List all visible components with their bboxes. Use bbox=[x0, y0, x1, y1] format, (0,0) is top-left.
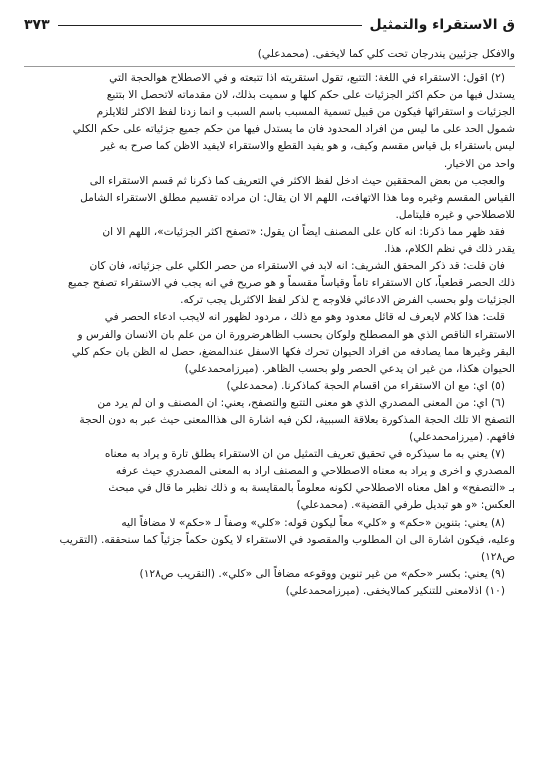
footnote-8-line: ص١٢٨) bbox=[480, 550, 515, 563]
footnote-2-line: يستدل فيها من حكم اكثر الجزئيات على حكم كلها و سميت بذلك، لان مقدماته لاتحصل الا بتتبع bbox=[106, 89, 515, 102]
paragraph-line: قلت: هذا كلام لايعرف له قائل معدود وهو مع ذلك ، مردود لظهور انه لايجب ادعاء الحصر في bbox=[104, 311, 505, 324]
footnote-7-line: العكس: «و هو تبديل طرفي القضية». (محمدعلي) bbox=[296, 499, 515, 512]
footnote-8-line: وعليه، فيكون اشارة الى ان المطلوب والمقصود في الاستقراء لا يكون حكماً جزئياً كما سنحققه. (التقريب bbox=[59, 533, 515, 546]
running-header bbox=[24, 14, 515, 36]
paragraph-line: الحيوان هكذا، من غير ان يدعي الحصر ولو بحسب الظاهر. (ميرزامحمدعلي) bbox=[184, 362, 515, 375]
footnote-text: والافكل جزئيين يندرجان تحت كلي كما لايخفى. (محمدعلي) bbox=[257, 48, 515, 60]
footnote-2-line: الجزئيات و استقرائها فيكون من قبيل تسمية المسبب باسم السبب و انما زدنا لفظ الاكثر لئلايلزم bbox=[96, 106, 515, 119]
paragraph-line: والعجب من بعض المحققين حيث ادخل لفظ الاكثر في التعريف كما ذكرنا ثم قسم الاستقراء الى bbox=[89, 174, 505, 187]
paragraph-line: يقدر ذلك في نظم الكلام، هذا. bbox=[383, 243, 515, 256]
page-body bbox=[24, 46, 515, 600]
paragraph-line: الجزئيات ولو بحسب الفرض الادعائي فلاوجه ح لذكر لفظ الاكثربل يجب تركه. bbox=[180, 294, 515, 307]
footnote-6-line: (٦) اي: من المعنى المصدري الذي هو معنى التتبع والتصفح، يعني: ان المصنف و ان لم يرد من bbox=[97, 396, 505, 409]
footnote-2-line: شمول الحد على ما ليس من افراد المحدود فان ما يستدل فيها من حكم جميع جزئياته على حكم الكلي bbox=[72, 123, 515, 136]
footnote-6-line: فافهم. (ميرزامحمدعلي) bbox=[409, 431, 515, 444]
paragraph-line: ذلك الحصر قطعياً، كان الاستقراء تاماً وقياساً مقسماً و هو صريح في انه يجب في الاستقراء تصفح جميع bbox=[67, 277, 515, 290]
footnote-9-line: (٩) يعني: بكسر «حكم» من غير تنوين ووقوعه مضافاً الى «كلي». (التقريب ص١٢٨) bbox=[139, 567, 505, 580]
paragraph-line: للاصطلاحي و غيره فليتامل. bbox=[395, 208, 515, 221]
footnote-2-line: (٢) اقول: الاستقراء في اللغة: التتبع، تقول استقريته اذا تتبعته و في الاصطلاح هوالحجة التي bbox=[109, 72, 505, 85]
footnote-2-line: واحد من الاخيار. bbox=[443, 157, 515, 170]
paragraph-line: القياس المقسم وغيره وما هذا الاتهافت، اللهم الا ان يقال: ان مراده تقسيم مطلق الاستقراء الشامل bbox=[80, 191, 515, 204]
footnote-5-line: (٥) اي: مع ان الاستقراء من اقسام الحجة كماذكرنا. (محمدعلي) bbox=[226, 379, 505, 392]
footnote-6-line: التصفح الا تلك الحجة المذكورة بعلاقة السببية، لكن فيه اشارة الى هذاالمعنى حيث عبر به دون الحجة bbox=[79, 413, 515, 426]
footnote-7-line: المصدري و اخرى و يراد به معناه الاصطلاحي و المصنف اراد به المعنى المصدري حيث عرفه bbox=[115, 465, 515, 478]
paragraph-line: البقر وغيرها مما يصادفه من افراد الحيوان تحرك فكها الاسفل عندالمضغ، حصل له الظن بان حكم كلي bbox=[71, 345, 515, 358]
footnote-7-line: (٧) يعني به ما سيذكره في تحقيق تعريف التمثيل من ان الاستقراء يطلق تارة و يراد به معناه bbox=[104, 448, 505, 461]
footnote-10-line: (١٠) اذلامعنى للتنكير كمالايخفى. (ميرزامحمدعلي) bbox=[285, 584, 505, 597]
page-number: ٣٧٣ bbox=[24, 17, 50, 33]
paragraph-line: الاستقراء الناقص الذي هو المصطلح ولوكان بحسب الظاهرضرورة ان من علم بان الانسان والفرس و bbox=[77, 328, 515, 341]
running-title: ق الاستقراء والتمثيل bbox=[369, 17, 515, 33]
paragraph-line: فان قلت: قد ذكر المحقق الشريف: انه لابد في الاستقراء من حصر الكلي على جزئياته، فان كان bbox=[89, 260, 505, 273]
footnote-7-line: بـ «التصفح» و اهل معناه الاصطلاحي لكونه معلوماً بالمقايسة به و ذلك نظير ما قال في مبحث bbox=[108, 482, 515, 495]
paragraph-line: فقد ظهر مما ذكرنا: انه كان على المصنف ايضاً ان يقول: «تصفح اكثر الجزئيات»، اللهم الا ان bbox=[102, 225, 505, 238]
footnote-8-line: (٨) يعني: بتنوين «حكم» و «كلي» معاً ليكون قوله: «كلي» وصفاً لـ «حكم» لا مضافاً اليه bbox=[121, 516, 505, 529]
separator bbox=[24, 66, 515, 67]
footnote-2-line: ليس باستقراء بل قياس مقسم وكيف، و هو يفيد القطع والاستقراء لايفيد الاظن كما صرح به غير bbox=[100, 140, 515, 153]
header-rule bbox=[58, 25, 362, 26]
